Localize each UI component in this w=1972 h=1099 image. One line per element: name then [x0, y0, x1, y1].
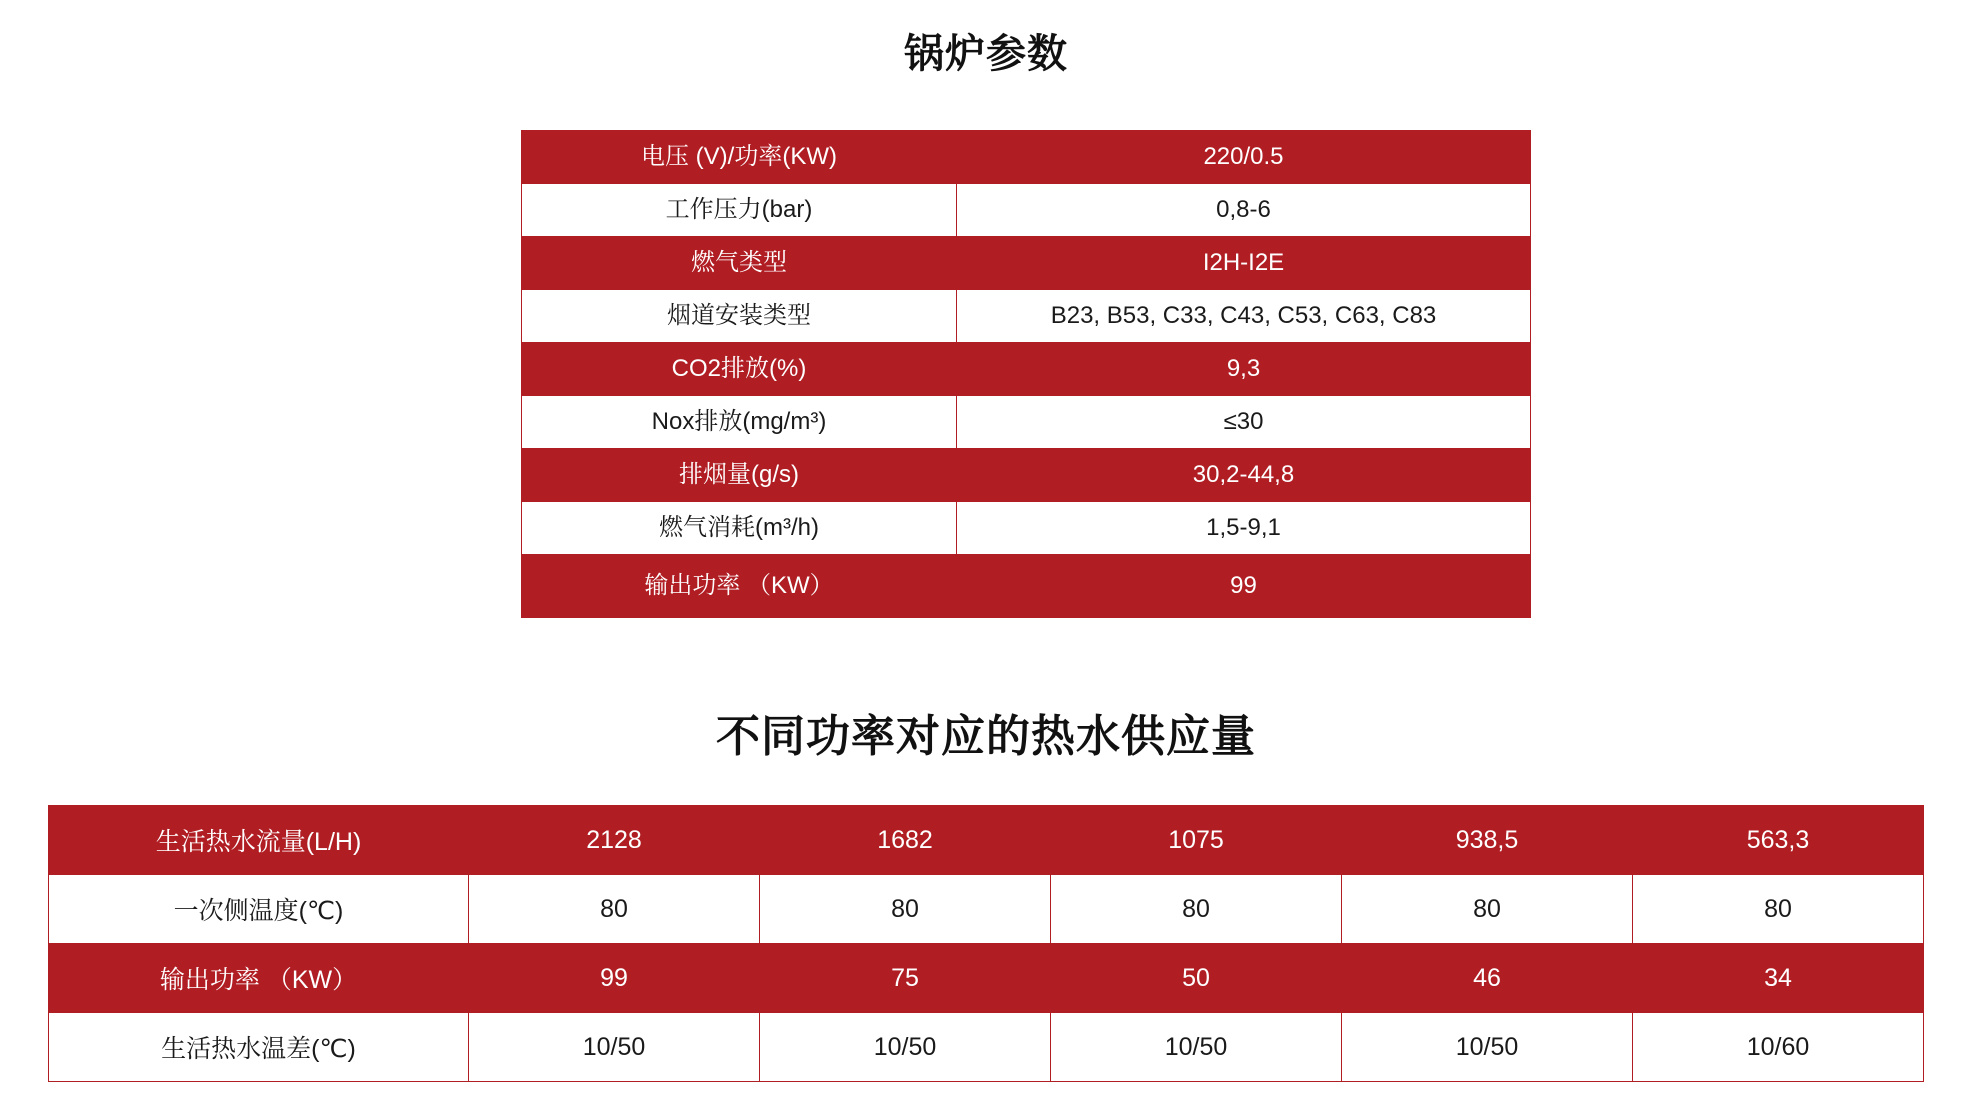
table-row: [49, 806, 1924, 875]
boiler-parameters-title: 锅炉参数: [904, 32, 1068, 76]
row-label: 一次侧温度(℃): [49, 875, 469, 944]
row-value: 220/0.5: [957, 131, 1531, 184]
row-value: 10/50: [760, 1013, 1051, 1082]
row-label: 生活热水温差(℃): [49, 1013, 469, 1082]
row-value: ≤30: [957, 396, 1531, 449]
row-label: 输出功率 （KW）: [522, 555, 957, 618]
row-label: CO2排放(%): [522, 343, 957, 396]
row-value: 34: [1633, 944, 1924, 1013]
row-label: Nox排放(mg/m³): [522, 396, 957, 449]
row-label: 燃气消耗(m³/h): [522, 502, 957, 555]
row-value: 80: [760, 875, 1051, 944]
row-value: 80: [1051, 875, 1342, 944]
table-row: [522, 184, 1531, 237]
row-label: 电压 (V)/功率(KW): [522, 131, 957, 184]
row-value: I2H-I2E: [957, 237, 1531, 290]
row-value: 563,3: [1633, 806, 1924, 875]
row-value: 1682: [760, 806, 1051, 875]
row-value: 50: [1051, 944, 1342, 1013]
row-value: 0,8-6: [957, 184, 1531, 237]
row-label: 输出功率 （KW）: [49, 944, 469, 1013]
table-row: [522, 502, 1531, 555]
row-label: 工作压力(bar): [522, 184, 957, 237]
row-label: 燃气类型: [522, 237, 957, 290]
row-value: 9,3: [957, 343, 1531, 396]
row-label: 生活热水流量(L/H): [49, 806, 469, 875]
row-value: B23, B53, C33, C43, C53, C63, C83: [957, 290, 1531, 343]
table-row: [522, 396, 1531, 449]
row-value: 30,2-44,8: [957, 449, 1531, 502]
row-value: 10/50: [1342, 1013, 1633, 1082]
row-value: 2128: [469, 806, 760, 875]
row-value: 10/50: [469, 1013, 760, 1082]
table-row: [522, 343, 1531, 396]
row-value: 80: [1633, 875, 1924, 944]
boiler-parameters-table: [521, 130, 1531, 618]
row-value: 99: [469, 944, 760, 1013]
table-row: [522, 237, 1531, 290]
row-value: 1075: [1051, 806, 1342, 875]
table-row: [522, 555, 1531, 618]
hotwater-supply-title: 不同功率对应的热水供应量: [716, 712, 1256, 761]
row-value: 46: [1342, 944, 1633, 1013]
table-row: [522, 449, 1531, 502]
table-row: [522, 131, 1531, 184]
table-row: [49, 875, 1924, 944]
table-row: [522, 290, 1531, 343]
hotwater-supply-table: [48, 805, 1924, 1082]
row-label: 排烟量(g/s): [522, 449, 957, 502]
table-row: [49, 1013, 1924, 1082]
row-value: 10/60: [1633, 1013, 1924, 1082]
row-value: 99: [957, 555, 1531, 618]
row-value: 1,5-9,1: [957, 502, 1531, 555]
row-value: 75: [760, 944, 1051, 1013]
row-value: 938,5: [1342, 806, 1633, 875]
row-value: 80: [1342, 875, 1633, 944]
table-row: [49, 944, 1924, 1013]
row-label: 烟道安装类型: [522, 290, 957, 343]
row-value: 80: [469, 875, 760, 944]
row-value: 10/50: [1051, 1013, 1342, 1082]
